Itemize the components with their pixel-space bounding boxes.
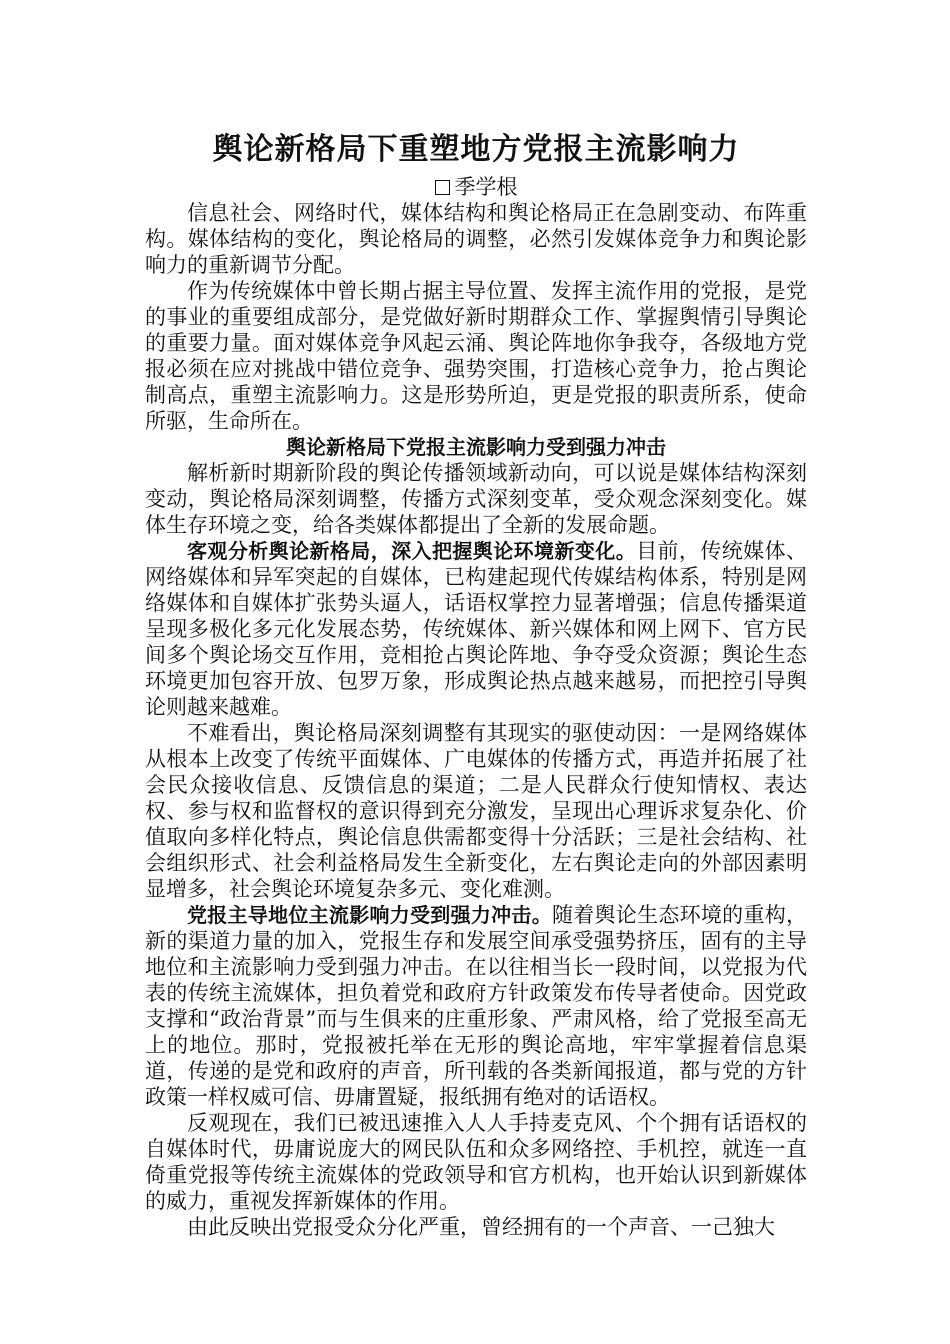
paragraph-intro-2: 作为传统媒体中曾长期占据主导位置、发挥主流作用的党报，是党的事业的重要组成部分，是党做好新时期群众工作、掌握舆情引导舆论的重要力量。面对媒体竞争风起云涌、舆论阵地你争我夺，各级地方党报必须在应对挑战中错位竞争、强势突围，打造核心竞争力，抢占舆论制高点，重塑主流影响力。这是形势所迫，更是党报的职责所系，使命所驱，生命所在。: [145, 279, 807, 433]
paragraph-impact: [145, 902, 807, 1110]
article-author: [145, 174, 807, 200]
article-body: [145, 130, 807, 1240]
paragraph-analysis-body: 目前，传统媒体、网络媒体和异军突起的自媒体，已构建起现代传媒结构体系，特别是网络媒体和自媒体扩张势头逼人，话语权掌控力显著增强；信息传播渠道呈现多极化多元化发展态势，传统媒体、新兴媒体和网上网下、官方民间多个舆论场交互作用，竞相抢占舆论阵地、争夺受众资源；舆论生态环境更加包容开放、包罗万象，形成舆论热点越来越易，而把控引导舆论则越来越难。: [145, 539, 808, 719]
paragraph-contrast: 反观现在，我们已被迅速推入人人手持麦克风、个个拥有话语权的自媒体时代，毋庸说庞大的网民队伍和众多网络控、手机控，就连一直倚重党报等传统主流媒体的党政领导和官方机构，也开始认识到新媒体的威力，重视发挥新媒体的作用。: [145, 1111, 807, 1213]
article-title: 舆论新格局下重塑地方党报主流影响力: [212, 132, 740, 167]
paragraph-final: 由此反映出党报受众分化严重，曾经拥有的一个声音、一己独大: [187, 1215, 775, 1239]
author-name: 季学根: [454, 175, 518, 199]
paragraph-drivers: 不难看出，舆论格局深刻调整有其现实的驱使动因：一是网络媒体从根本上改变了传统平面媒体、广电媒体的传播方式，再造并拓展了社会民众接收信息、反馈信息的渠道；二是人民群众行使知情权、表达权、参与权和监督权的意识得到充分激发，呈现出心理诉求复杂化、价值取向多样化特点，舆论信息供需都变得十分活跃；三是社会结构、社会组织形式、社会利益格局发生全新变化，左右舆论走向的外部因素明显增多，社会舆论环境复杂多元、变化难测。: [145, 721, 807, 901]
paragraph-impact-lead: 党报主导地位主流影响力受到强力冲击。: [187, 903, 552, 927]
paragraph-section-intro: 解析新时期新阶段的舆论传播领域新动向，可以说是媒体结构深刻变动，舆论格局深刻调整，传播方式深刻变革，受众观念深刻变化。媒体生存环境之变，给各类媒体都提出了全新的发展命题。: [145, 461, 807, 537]
paragraph-impact-body: 随着舆论生态环境的重构，新的渠道力量的加入，党报生存和发展空间承受强势挤压，固有的主导地位和主流影响力受到强力冲击。在以往相当长一段时间，以党报为代表的传统主流媒体，担负着党和政府方针政策发布传导者使命。因党政支撑和“政治背景”而与生俱来的庄重形象、严肃风格，给了党报至高无上的地位。那时，党报被托举在无形的舆论高地，牢牢掌握着信息渠道，传递的是党和政府的声音，所刊载的各类新闻报道，都与党的方针政策一样权威可信、毋庸置疑，报纸拥有绝对的话语权。: [145, 903, 808, 1109]
section-heading: 舆论新格局下党报主流影响力受到强力冲击: [286, 435, 666, 459]
paragraph-intro-1: 信息社会、网络时代，媒体结构和舆论格局正在急剧变动、布阵重构。媒体结构的变化，舆论格局的调整，必然引发媒体竞争力和舆论影响力的重新调节分配。: [145, 201, 807, 277]
paragraph-analysis: [145, 538, 807, 720]
paragraph-analysis-lead: 客观分析舆论新格局，深入把握舆论环境新变化。: [187, 539, 637, 563]
checkbox-square-icon: [435, 180, 450, 195]
